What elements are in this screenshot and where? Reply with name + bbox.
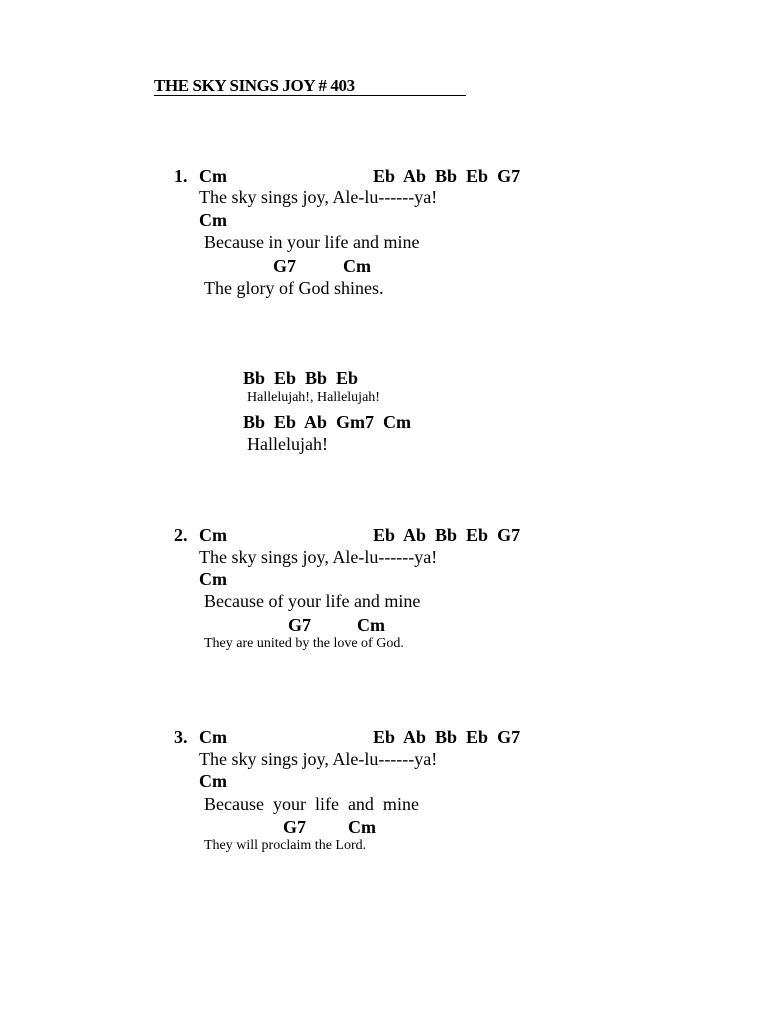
chord-line: Bb Eb Ab Gm7 Cm (243, 412, 412, 432)
verse-number: 1. (174, 166, 188, 186)
chord: G7 (288, 615, 312, 635)
chord: Cm (357, 615, 385, 635)
chord: Cm (199, 727, 227, 747)
chord: Cm (348, 817, 376, 837)
chord: G7 (273, 256, 297, 276)
chord: Cm (199, 569, 227, 589)
chord: Cm (343, 256, 371, 276)
chord-line: Eb Ab Bb Eb G7 (373, 525, 521, 545)
chord-line: Eb Ab Bb Eb G7 (373, 166, 521, 186)
song-title: THE SKY SINGS JOY # 403 (154, 76, 466, 96)
lyric-line: They will proclaim the Lord. (204, 838, 367, 853)
chord: Cm (199, 210, 227, 230)
lyric-line: Hallelujah!, Hallelujah! (247, 390, 380, 405)
lyric-line: Because of your life and mine (204, 591, 421, 611)
lyric-line: Because in your life and mine (204, 232, 420, 252)
chord-line: Eb Ab Bb Eb G7 (373, 727, 521, 747)
lyric-line: The sky sings joy, Ale-lu------ya! (199, 547, 438, 567)
verse-number: 3. (174, 727, 188, 747)
lyric-line: The sky sings joy, Ale-lu------ya! (199, 187, 438, 207)
verse-number: 2. (174, 525, 188, 545)
lyric-line: Hallelujah! (247, 434, 328, 454)
chord-line: Bb Eb Bb Eb (243, 368, 359, 388)
chord: G7 (283, 817, 307, 837)
chord: Cm (199, 771, 227, 791)
lyric-line: They are united by the love of God. (204, 636, 404, 651)
chord: Cm (199, 525, 227, 545)
chord: Cm (199, 166, 227, 186)
lyric-line: The sky sings joy, Ale-lu------ya! (199, 749, 438, 769)
lyric-line: Because your life and mine (204, 794, 419, 814)
lyric-line: The glory of God shines. (204, 278, 384, 298)
